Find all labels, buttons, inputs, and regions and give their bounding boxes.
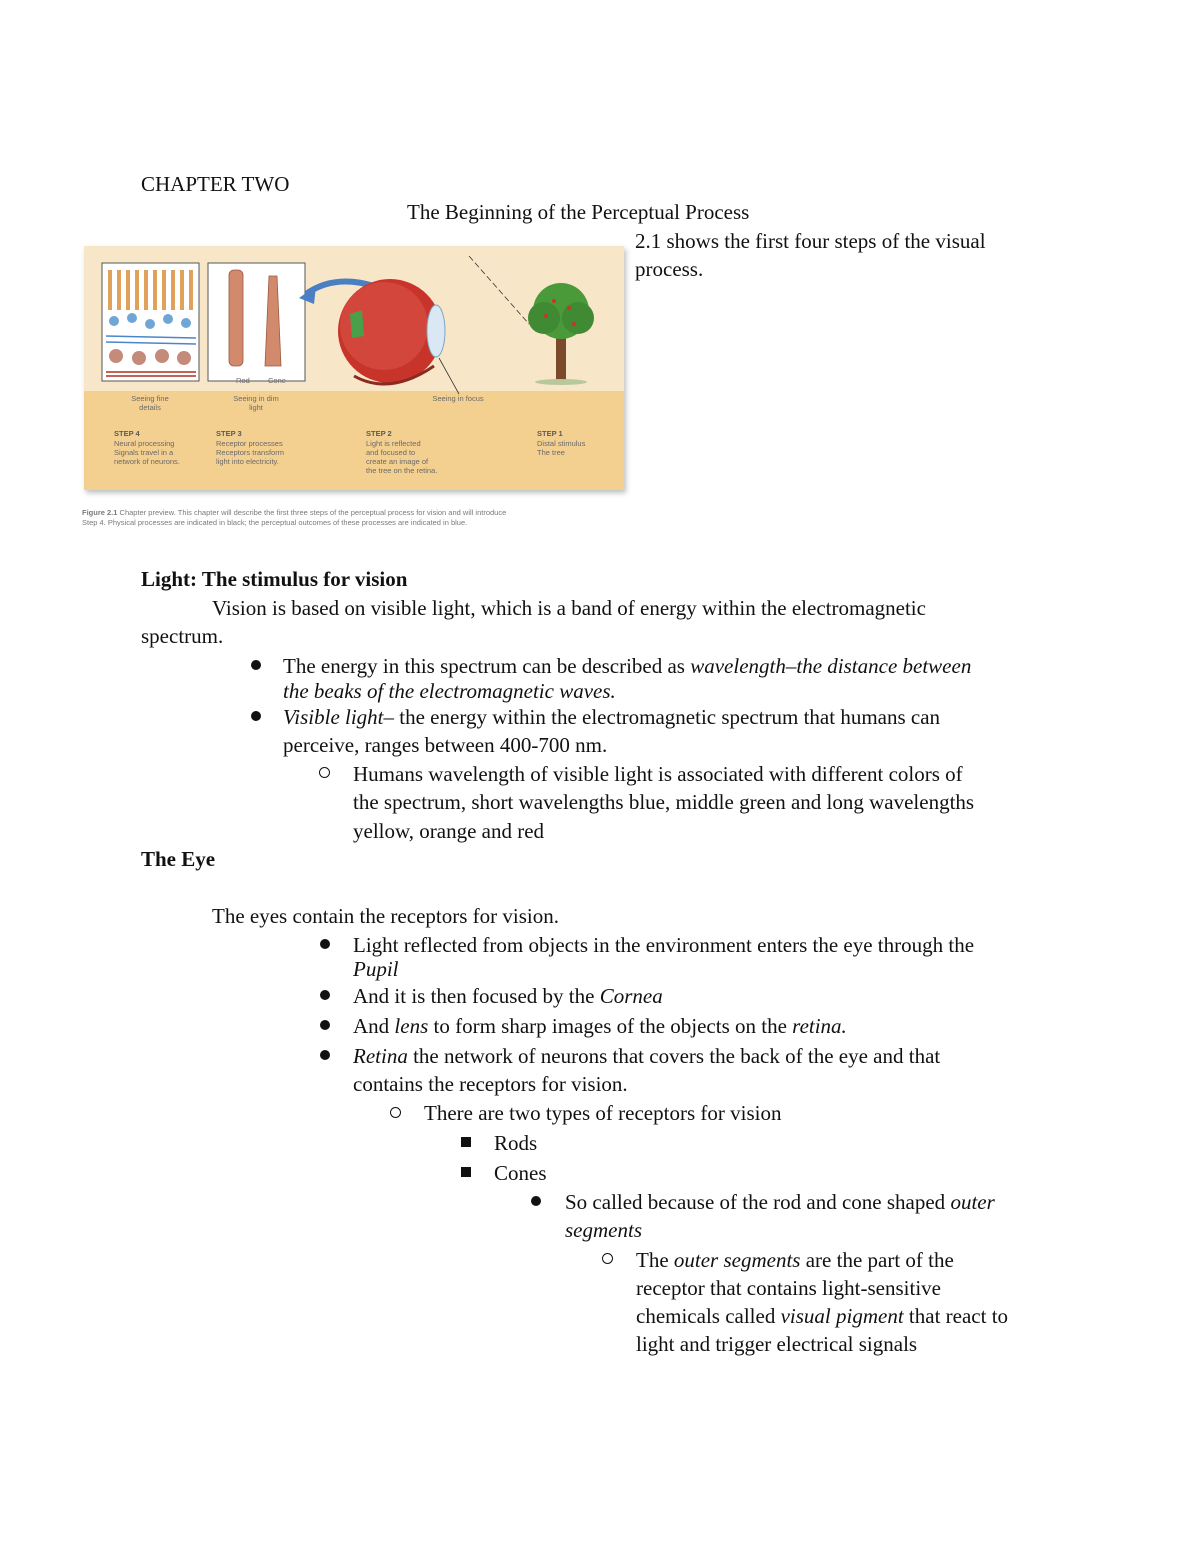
- term-lens: lens: [394, 1014, 429, 1038]
- bullet-icon: [320, 990, 330, 1000]
- light-bullet-2-line2: perceive, ranges between 400-700 nm.: [283, 733, 608, 757]
- label-focus: Seeing in focus: [432, 394, 484, 403]
- step3-heading: STEP 3: [216, 429, 242, 438]
- eye-bullet-2-text: And it is then focused by the: [353, 984, 600, 1008]
- eye-sub-1: There are two types of receptors for vision: [424, 1101, 782, 1125]
- receptor-panel: [208, 263, 305, 381]
- eye-bullet-2: [353, 982, 663, 1010]
- term-visual-pigment: visual pigment: [780, 1304, 904, 1328]
- label-cone: Cone: [268, 376, 286, 385]
- step2-text: Light is reflected and focused to create an image of the tree on the retina.: [366, 439, 438, 475]
- outer-seg-line3-pre: chemicals called: [636, 1304, 781, 1328]
- term-outer-segments: outer segments: [673, 1248, 801, 1272]
- outer-seg-line2: receptor that contains light-sensitive: [636, 1276, 941, 1300]
- sub-bullet-icon: [390, 1107, 401, 1118]
- item-rods: Rods: [494, 1131, 538, 1155]
- light-para-line1: Vision is based on visible light, which is a band of energy within the electromagnetic: [212, 596, 926, 620]
- step3-text: Receptor processes Receptors transform light into electricity.: [216, 439, 284, 466]
- tree-drawing: [528, 283, 594, 385]
- light-sub-line3: yellow, orange and red: [353, 819, 545, 843]
- light-bullet-1-line1: [283, 652, 971, 680]
- label-fine-details: Seeing fine details: [131, 394, 169, 412]
- light-bullet-1-line2: the beaks of the electromagnetic waves.: [283, 679, 616, 703]
- eye-bullet-4-text: the network of neurons that covers the back of the eye and that: [407, 1044, 941, 1068]
- step4-text: Neural processing Signals travel in a network of neurons.: [114, 439, 180, 466]
- outer-seg-pre: The: [636, 1248, 674, 1272]
- term-outer: outer: [950, 1190, 995, 1214]
- eye-bullet-3-mid: to form sharp images of the objects on the: [428, 1014, 793, 1038]
- eye-bullet-1-line1: Light reflected from objects in the environment enters the eye through the: [353, 933, 975, 957]
- chapter-label: CHAPTER TWO: [141, 172, 290, 196]
- light-bullet-2-text: the energy within the electromagnetic spectrum that humans can: [394, 705, 941, 729]
- step1-text: Distal stimulus The tree: [537, 439, 586, 457]
- outer-seg-line3-rest: that react to: [903, 1304, 1009, 1328]
- heading-light: Light: The stimulus for vision: [141, 567, 408, 591]
- term-retina: retina.: [792, 1014, 847, 1038]
- outer-seg-rest: are the part of the: [800, 1248, 954, 1272]
- bullet-icon: [251, 711, 261, 721]
- so-called-text: So called because of the rod and cone shaped: [565, 1190, 951, 1214]
- step4-heading: STEP 4: [114, 429, 140, 438]
- square-bullet-icon: [461, 1137, 471, 1147]
- eye-para: The eyes contain the receptors for vision.: [212, 904, 559, 928]
- so-called-line1: [565, 1188, 995, 1216]
- light-bullet-1-text: The energy in this spectrum can be described as: [283, 654, 691, 678]
- eye-bullet-4-line1: [353, 1042, 940, 1070]
- step1-heading: STEP 1: [537, 429, 563, 438]
- heading-eye: The Eye: [141, 847, 216, 871]
- figure-caption: [82, 508, 522, 528]
- outer-seg-line3: [636, 1302, 1008, 1330]
- bullet-icon: [531, 1196, 541, 1206]
- outer-seg-line4: light and trigger electrical signals: [636, 1332, 918, 1356]
- intro-line-1: 2.1 shows the first four steps of the visual: [635, 229, 986, 253]
- eye-bullet-4-line2: contains the receptors for vision.: [353, 1072, 628, 1096]
- square-bullet-icon: [461, 1167, 471, 1177]
- item-cones: Cones: [494, 1161, 547, 1185]
- sub-bullet-icon: [319, 767, 330, 778]
- outer-seg-line1: [636, 1246, 954, 1274]
- bullet-icon: [320, 1050, 330, 1060]
- page-title: The Beginning of the Perceptual Process: [407, 200, 750, 224]
- light-sub-line2: the spectrum, short wavelengths blue, middle green and long wavelengths: [353, 790, 975, 814]
- caption-text: Chapter preview. This chapter will describe the first three steps of the perceptual process for vision and will introduce Step 4. Physical processes are indicated in black; the perceptual outcomes of these processes are indicated in blue.: [82, 508, 507, 527]
- bullet-icon: [251, 660, 261, 670]
- caption-label: Figure 2.1: [82, 508, 118, 517]
- eyeball-drawing: [338, 279, 445, 384]
- so-called-line2: segments: [565, 1218, 642, 1242]
- light-para-line2: spectrum.: [141, 624, 224, 648]
- light-bullet-2-line1: [283, 703, 940, 731]
- eye-bullet-3: [353, 1012, 847, 1040]
- term-wavelength: wavelength–the distance between: [690, 654, 972, 678]
- eye-bullet-1-line2: Pupil: [353, 957, 399, 981]
- bullet-icon: [320, 939, 330, 949]
- term-retina-def: Retina: [353, 1044, 408, 1068]
- figure-visual-process: [84, 246, 624, 490]
- bullet-icon: [320, 1020, 330, 1030]
- eye-bullet-3-pre: And: [353, 1014, 395, 1038]
- step2-heading: STEP 2: [366, 429, 392, 438]
- term-cornea: Cornea: [599, 984, 663, 1008]
- intro-line-2: process.: [635, 257, 704, 281]
- light-sub-line1: Humans wavelength of visible light is associated with different colors of: [353, 762, 963, 786]
- term-visible-light: Visible light–: [283, 705, 395, 729]
- sub-bullet-icon: [602, 1253, 613, 1264]
- label-rod: Rod: [236, 376, 250, 385]
- label-dim-light: Seeing in dim light: [233, 394, 279, 412]
